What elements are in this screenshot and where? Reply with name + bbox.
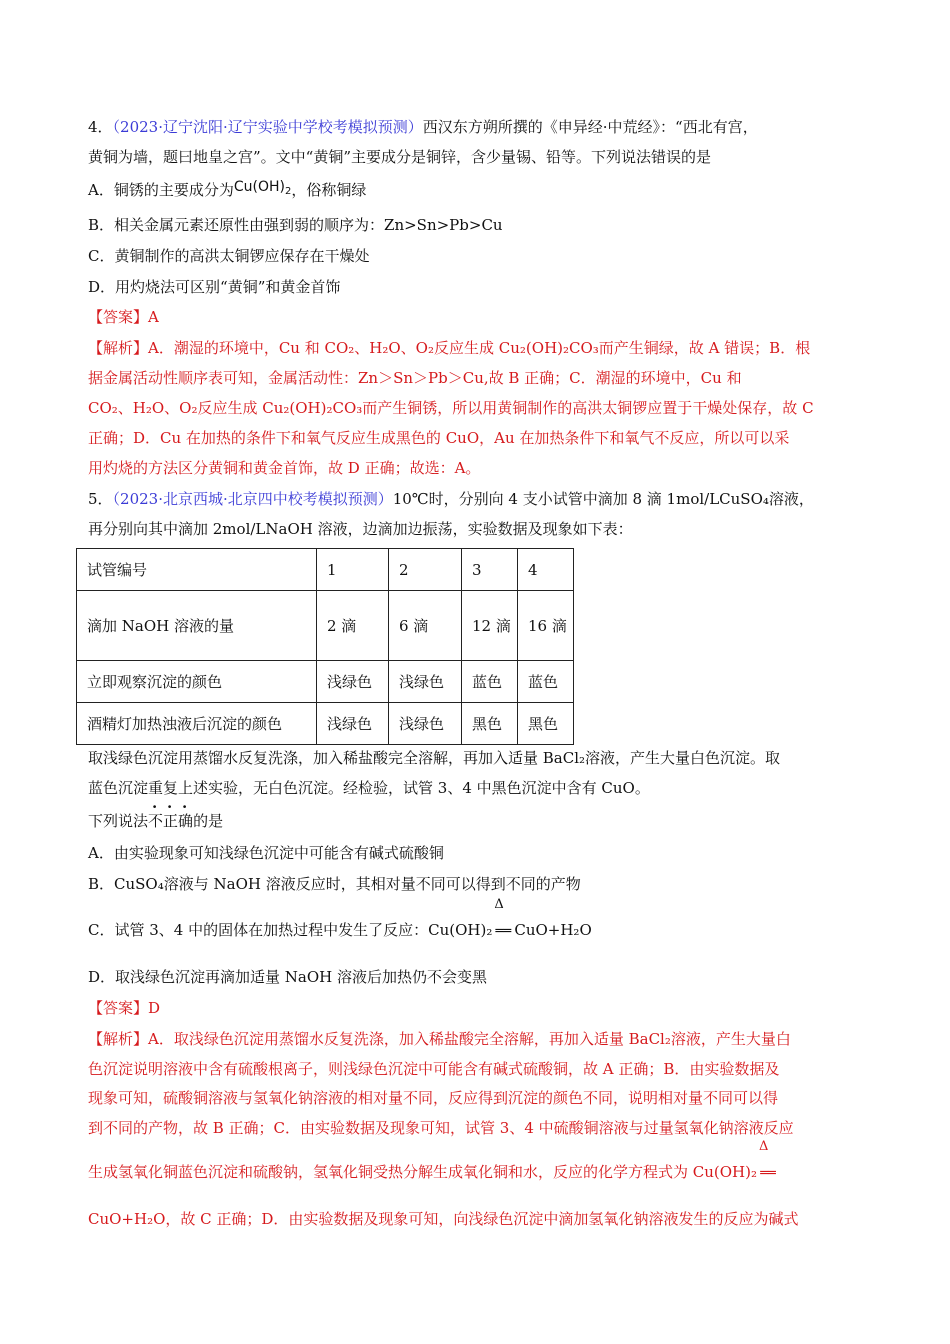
table-cell: 4 bbox=[518, 549, 574, 591]
table-row bbox=[77, 661, 574, 703]
emphasis-char: 正 bbox=[163, 812, 179, 830]
table-cell: 滴加 NaOH 溶液的量 bbox=[77, 591, 317, 661]
table-cell: 1 bbox=[317, 549, 389, 591]
table-cell: 黑色 bbox=[462, 703, 518, 745]
q4-stem-1: 西汉东方朔所撰的《申异经·中荒经》：“西北有宫， bbox=[422, 118, 758, 136]
q5-explanation-4: 到不同的产物，故 B 正确；C．由实验数据及现象可知，试管 3、4 中硫酸铜溶液与过量氢氧化钠溶液反应 bbox=[88, 1119, 794, 1137]
q5-question: 下列说法不正确的是 bbox=[88, 812, 224, 830]
q5-stem-1: 10℃时，分别向 4 支小试管中滴加 8 滴 1mol/LCuSO₄溶液， bbox=[392, 490, 814, 508]
table-row bbox=[77, 549, 574, 591]
q5-stem-line-1 bbox=[88, 489, 814, 509]
q4-explanation-5: 用灼烧的方法区分黄铜和黄金首饰，故 D 正确；故选：A。 bbox=[88, 459, 481, 477]
table-cell: 立即观察沉淀的颜色 bbox=[77, 661, 317, 703]
table-cell: 12 滴 bbox=[462, 591, 518, 661]
heating-condition: Δ ══ bbox=[494, 897, 512, 939]
q4-explanation-4: 正确；D．Cu 在加热的条件下和氧气反应生成黑色的 CuO，Au 在加热条件下和氧气不反应，所以可以采 bbox=[88, 429, 790, 447]
q5-after-table-1: 取浅绿色沉淀用蒸馏水反复洗涤，加入稀盐酸完全溶解，再加入适量 BaCl₂溶液，产生大量白色沉淀。取 bbox=[88, 749, 781, 767]
q5-explanation-3: 现象可知，硫酸铜溶液与氢氧化钠溶液的相对量不同，反应得到沉淀的颜色不同，说明相对量不同可以得 bbox=[88, 1089, 779, 1107]
q4-option-c: C．黄铜制作的高洪太铜锣应保存在干燥处 bbox=[88, 247, 370, 265]
heating-condition: Δ ══ bbox=[759, 1139, 776, 1181]
q4-option-a-suffix: ，俗称铜绿 bbox=[291, 181, 367, 199]
table-row bbox=[77, 591, 574, 661]
q4-explanation-1: 【解析】A．潮湿的环境中，Cu 和 CO₂、H₂O、O₂反应生成 Cu₂(OH)₂CO₃而产生铜绿，故 A 错误；B．根 bbox=[88, 339, 811, 357]
q4-stem-line-1 bbox=[88, 117, 758, 137]
q5-explanation-5: 生成氢氧化铜蓝色沉淀和硫酸钠，氢氧化铜受热分解生成氧化铜和水，反应的化学方程式为 Cu(OH)₂ Δ ══ bbox=[88, 1162, 779, 1184]
table-cell: 黑色 bbox=[518, 703, 574, 745]
q4-option-a bbox=[88, 180, 366, 201]
q5-after-table-2: 蓝色沉淀重复上述实验，无白色沉淀。经检验，试管 3、4 中黑色沉淀中含有 CuO。 bbox=[88, 779, 650, 797]
q4-option-b: B．相关金属元素还原性由强到弱的顺序为：Zn>Sn>Pb>Cu bbox=[88, 216, 503, 234]
q5-option-d: D．取浅绿色沉淀再滴加适量 NaOH 溶液后加热仍不会变黑 bbox=[88, 968, 488, 986]
q5-explanation-6: CuO+H₂O，故 C 正确；D．由实验数据及现象可知，向浅绿色沉淀中滴加氢氧化钠溶液发生的反应为碱式 bbox=[88, 1210, 799, 1228]
q4-answer: 【答案】A bbox=[88, 308, 159, 326]
q4-option-a-text: A．铜锈的主要成分为 bbox=[88, 181, 234, 199]
q5-stem-2: 再分别向其中滴加 2mol/LNaOH 溶液，边滴加边振荡，实验数据及现象如下表： bbox=[88, 520, 633, 538]
table-cell: 3 bbox=[462, 549, 518, 591]
q4-source: （2023·辽宁沈阳·辽宁实验中学校考模拟预测） bbox=[112, 118, 423, 136]
table-cell: 2 bbox=[389, 549, 462, 591]
table-cell: 蓝色 bbox=[462, 661, 518, 703]
q5-source: （2023·北京西城·北京四中校考模拟预测） bbox=[112, 490, 393, 508]
table-cell: 浅绿色 bbox=[389, 661, 462, 703]
table-cell: 蓝色 bbox=[518, 661, 574, 703]
q5-option-a: A．由实验现象可知浅绿色沉淀中可能含有碱式硫酸铜 bbox=[88, 844, 444, 862]
experiment-table bbox=[76, 548, 574, 745]
table-cell: 试管编号 bbox=[77, 549, 317, 591]
q4-option-a-formula: $Cu(OH)_2$ bbox=[233, 179, 292, 197]
q5-explanation-2: 色沉淀说明溶液中含有硫酸根离子，则浅绿色沉淀中可能含有碱式硫酸铜，故 A 正确；B．由实验数据及 bbox=[88, 1060, 780, 1078]
q4-explanation-2: 据金属活动性顺序表可知，金属活动性：Zn＞Sn＞Pb＞Cu,故 B 正确；C．潮湿的环境中，Cu 和 bbox=[88, 369, 742, 387]
emphasis-char: 不 bbox=[148, 812, 164, 830]
table-cell: 浅绿色 bbox=[389, 703, 462, 745]
q4-option-d: D．用灼烧法可区别“黄铜”和黄金首饰 bbox=[88, 278, 341, 296]
q5-option-c: C．试管 3、4 中的固体在加热过程中发生了反应：Cu(OH)₂ Δ ══ CuO+H₂O bbox=[88, 920, 592, 942]
emphasis-char: 确 bbox=[178, 812, 194, 830]
q4-stem-2: 黄铜为墙，题曰地皇之宫”。文中“黄铜”主要成分是铜锌，含少量锡、铅等。下列说法错误的是 bbox=[88, 148, 712, 166]
q4-number: 4． bbox=[88, 118, 113, 136]
delta-icon: Δ bbox=[759, 1139, 769, 1154]
table-cell: 2 滴 bbox=[317, 591, 389, 661]
table-cell: 浅绿色 bbox=[317, 661, 389, 703]
delta-icon: Δ bbox=[494, 897, 504, 912]
table-cell: 6 滴 bbox=[389, 591, 462, 661]
table-row bbox=[77, 703, 574, 745]
q5-answer: 【答案】D bbox=[88, 999, 161, 1017]
table-cell: 酒精灯加热浊液后沉淀的颜色 bbox=[77, 703, 317, 745]
q5-number: 5． bbox=[88, 490, 113, 508]
table-cell: 浅绿色 bbox=[317, 703, 389, 745]
table-cell: 16 滴 bbox=[518, 591, 574, 661]
q5-option-b: B．CuSO₄溶液与 NaOH 溶液反应时，其相对量不同可以得到不同的产物 bbox=[88, 875, 581, 893]
q4-explanation-3: CO₂、H₂O、O₂反应生成 Cu₂(OH)₂CO₃而产生铜锈，所以用黄铜制作的高洪太铜锣应置于干燥处保存，故 C bbox=[88, 399, 814, 417]
q5-explanation-1: 【解析】A．取浅绿色沉淀用蒸馏水反复洗涤，加入稀盐酸完全溶解，再加入适量 BaCl₂溶液，产生大量白 bbox=[88, 1030, 791, 1048]
